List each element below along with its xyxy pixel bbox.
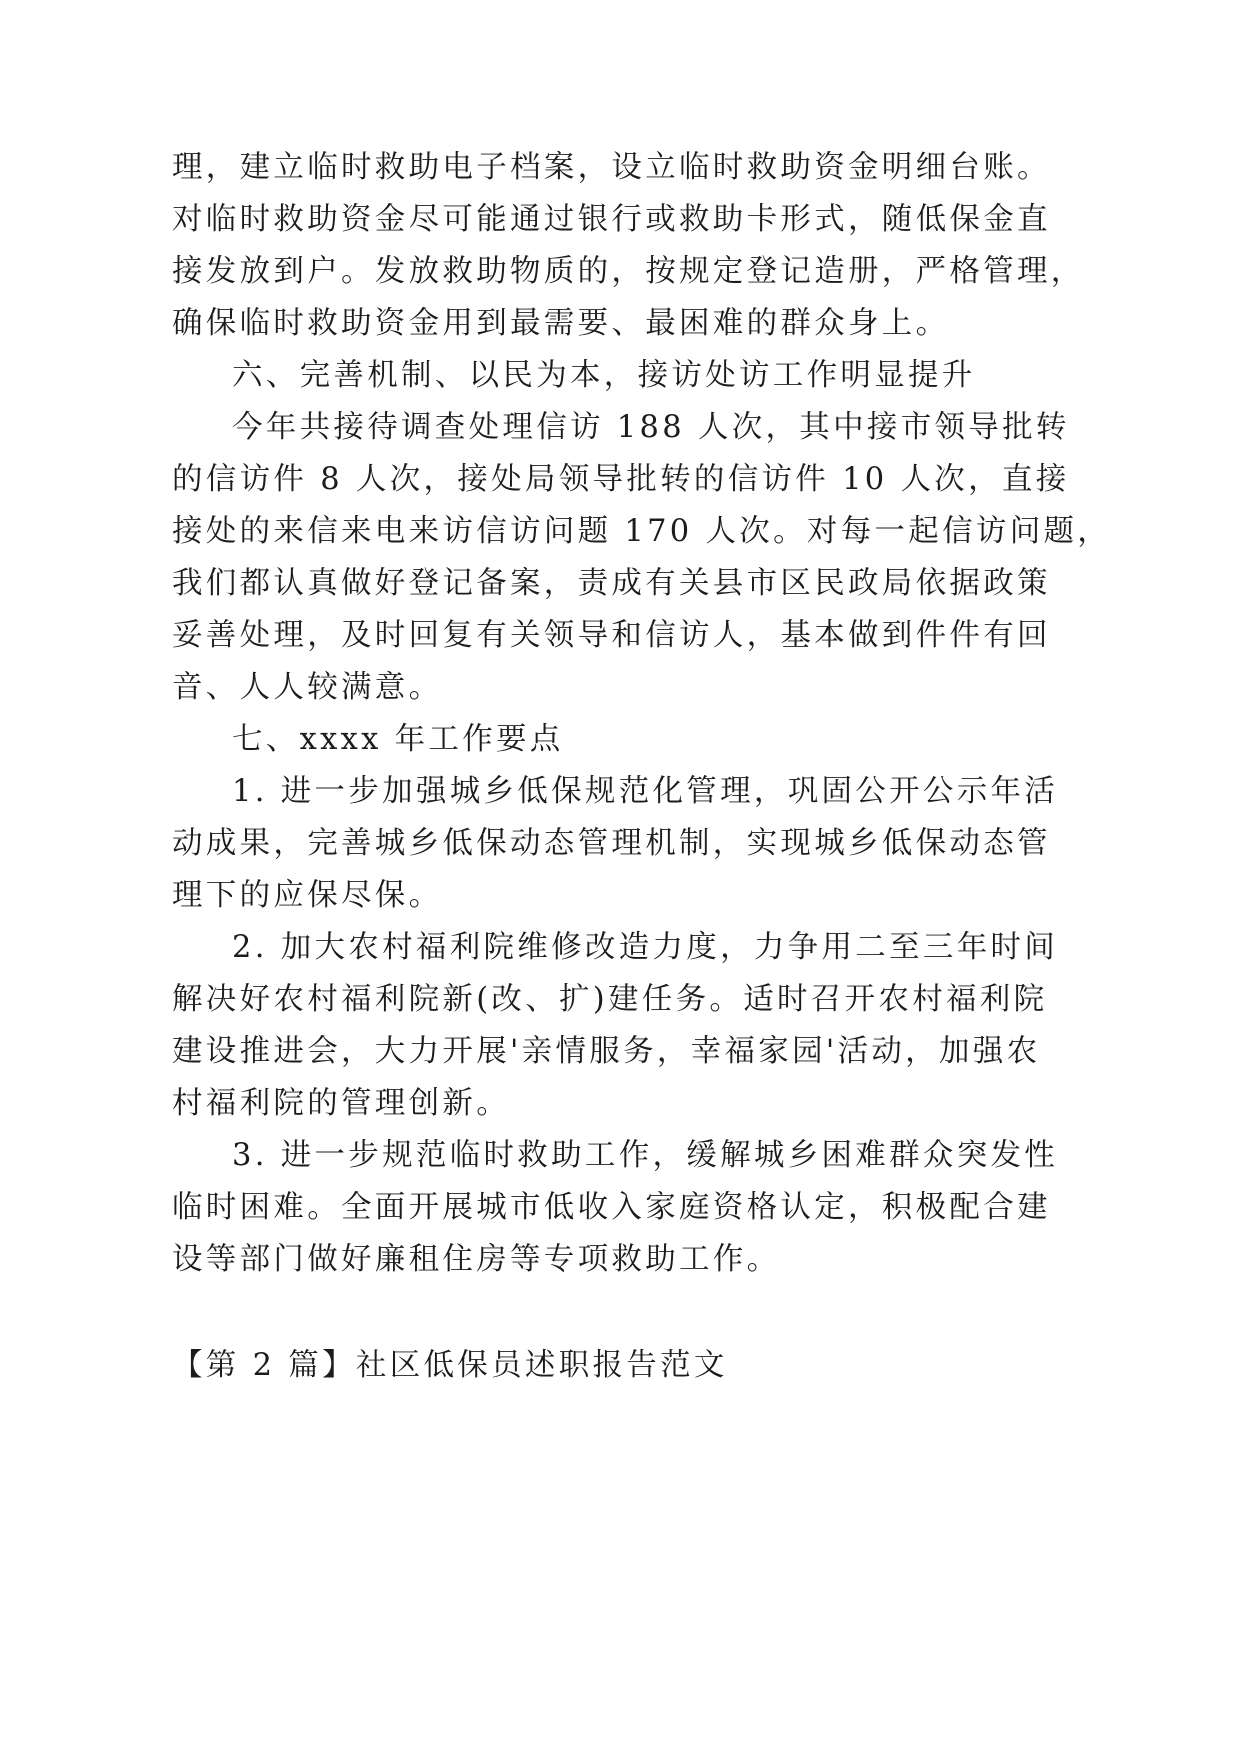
- text-line: 3. 进一步规范临时救助工作，缓解城乡困难群众突发性: [232, 1138, 1059, 1173]
- text-line: 动成果，完善城乡低保动态管理机制，实现城乡低保动态管: [172, 826, 1051, 861]
- text-line: 对临时救助资金尽可能通过银行或救助卡形式，随低保金直: [172, 202, 1051, 237]
- text-line: 村福利院的管理创新。: [172, 1086, 510, 1121]
- text-line: 理，建立临时救助电子档案，设立临时救助资金明细台账。: [172, 150, 1051, 185]
- text-line: 的信访件 8 人次，接处局领导批转的信访件 10 人次，直接: [172, 462, 1070, 497]
- text-line: 接发放到户。发放救助物质的，按规定登记造册，严格管理，: [172, 254, 1085, 289]
- text-line: 妥善处理，及时回复有关领导和信访人，基本做到件件有回: [172, 618, 1051, 653]
- next-article-heading: 【第 2 篇】社区低保员述职报告范文: [172, 1348, 728, 1383]
- text-line: 设等部门做好廉租住房等专项救助工作。: [172, 1242, 781, 1277]
- text-line: 理下的应保尽保。: [172, 878, 443, 913]
- text-line: 1. 进一步加强城乡低保规范化管理，巩固公开公示年活: [232, 774, 1059, 809]
- text-line: 确保临时救助资金用到最需要、最困难的群众身上。: [172, 306, 950, 341]
- text-line: 音、人人较满意。: [172, 670, 443, 705]
- section-heading-7: 七、xxxx 年工作要点: [232, 722, 564, 757]
- text-line: 我们都认真做好登记备案，责成有关县市区民政局依据政策: [172, 566, 1051, 601]
- text-line: 2. 加大农村福利院维修改造力度，力争用二至三年时间: [232, 930, 1059, 965]
- text-line: 临时困难。全面开展城市低收入家庭资格认定，积极配合建: [172, 1190, 1051, 1225]
- section-heading-6: 六、完善机制、以民为本，接访处访工作明显提升: [232, 358, 976, 393]
- text-line: 今年共接待调查处理信访 188 人次，其中接市领导批转: [232, 410, 1070, 445]
- text-line: 建设推进会，大力开展'亲情服务，幸福家园'活动，加强农: [172, 1034, 1041, 1069]
- text-line: 接处的来信来电来访信访问题 170 人次。对每一起信访问题，: [172, 514, 1112, 549]
- text-line: 解决好农村福利院新(改、扩)建任务。适时召开农村福利院: [172, 982, 1048, 1017]
